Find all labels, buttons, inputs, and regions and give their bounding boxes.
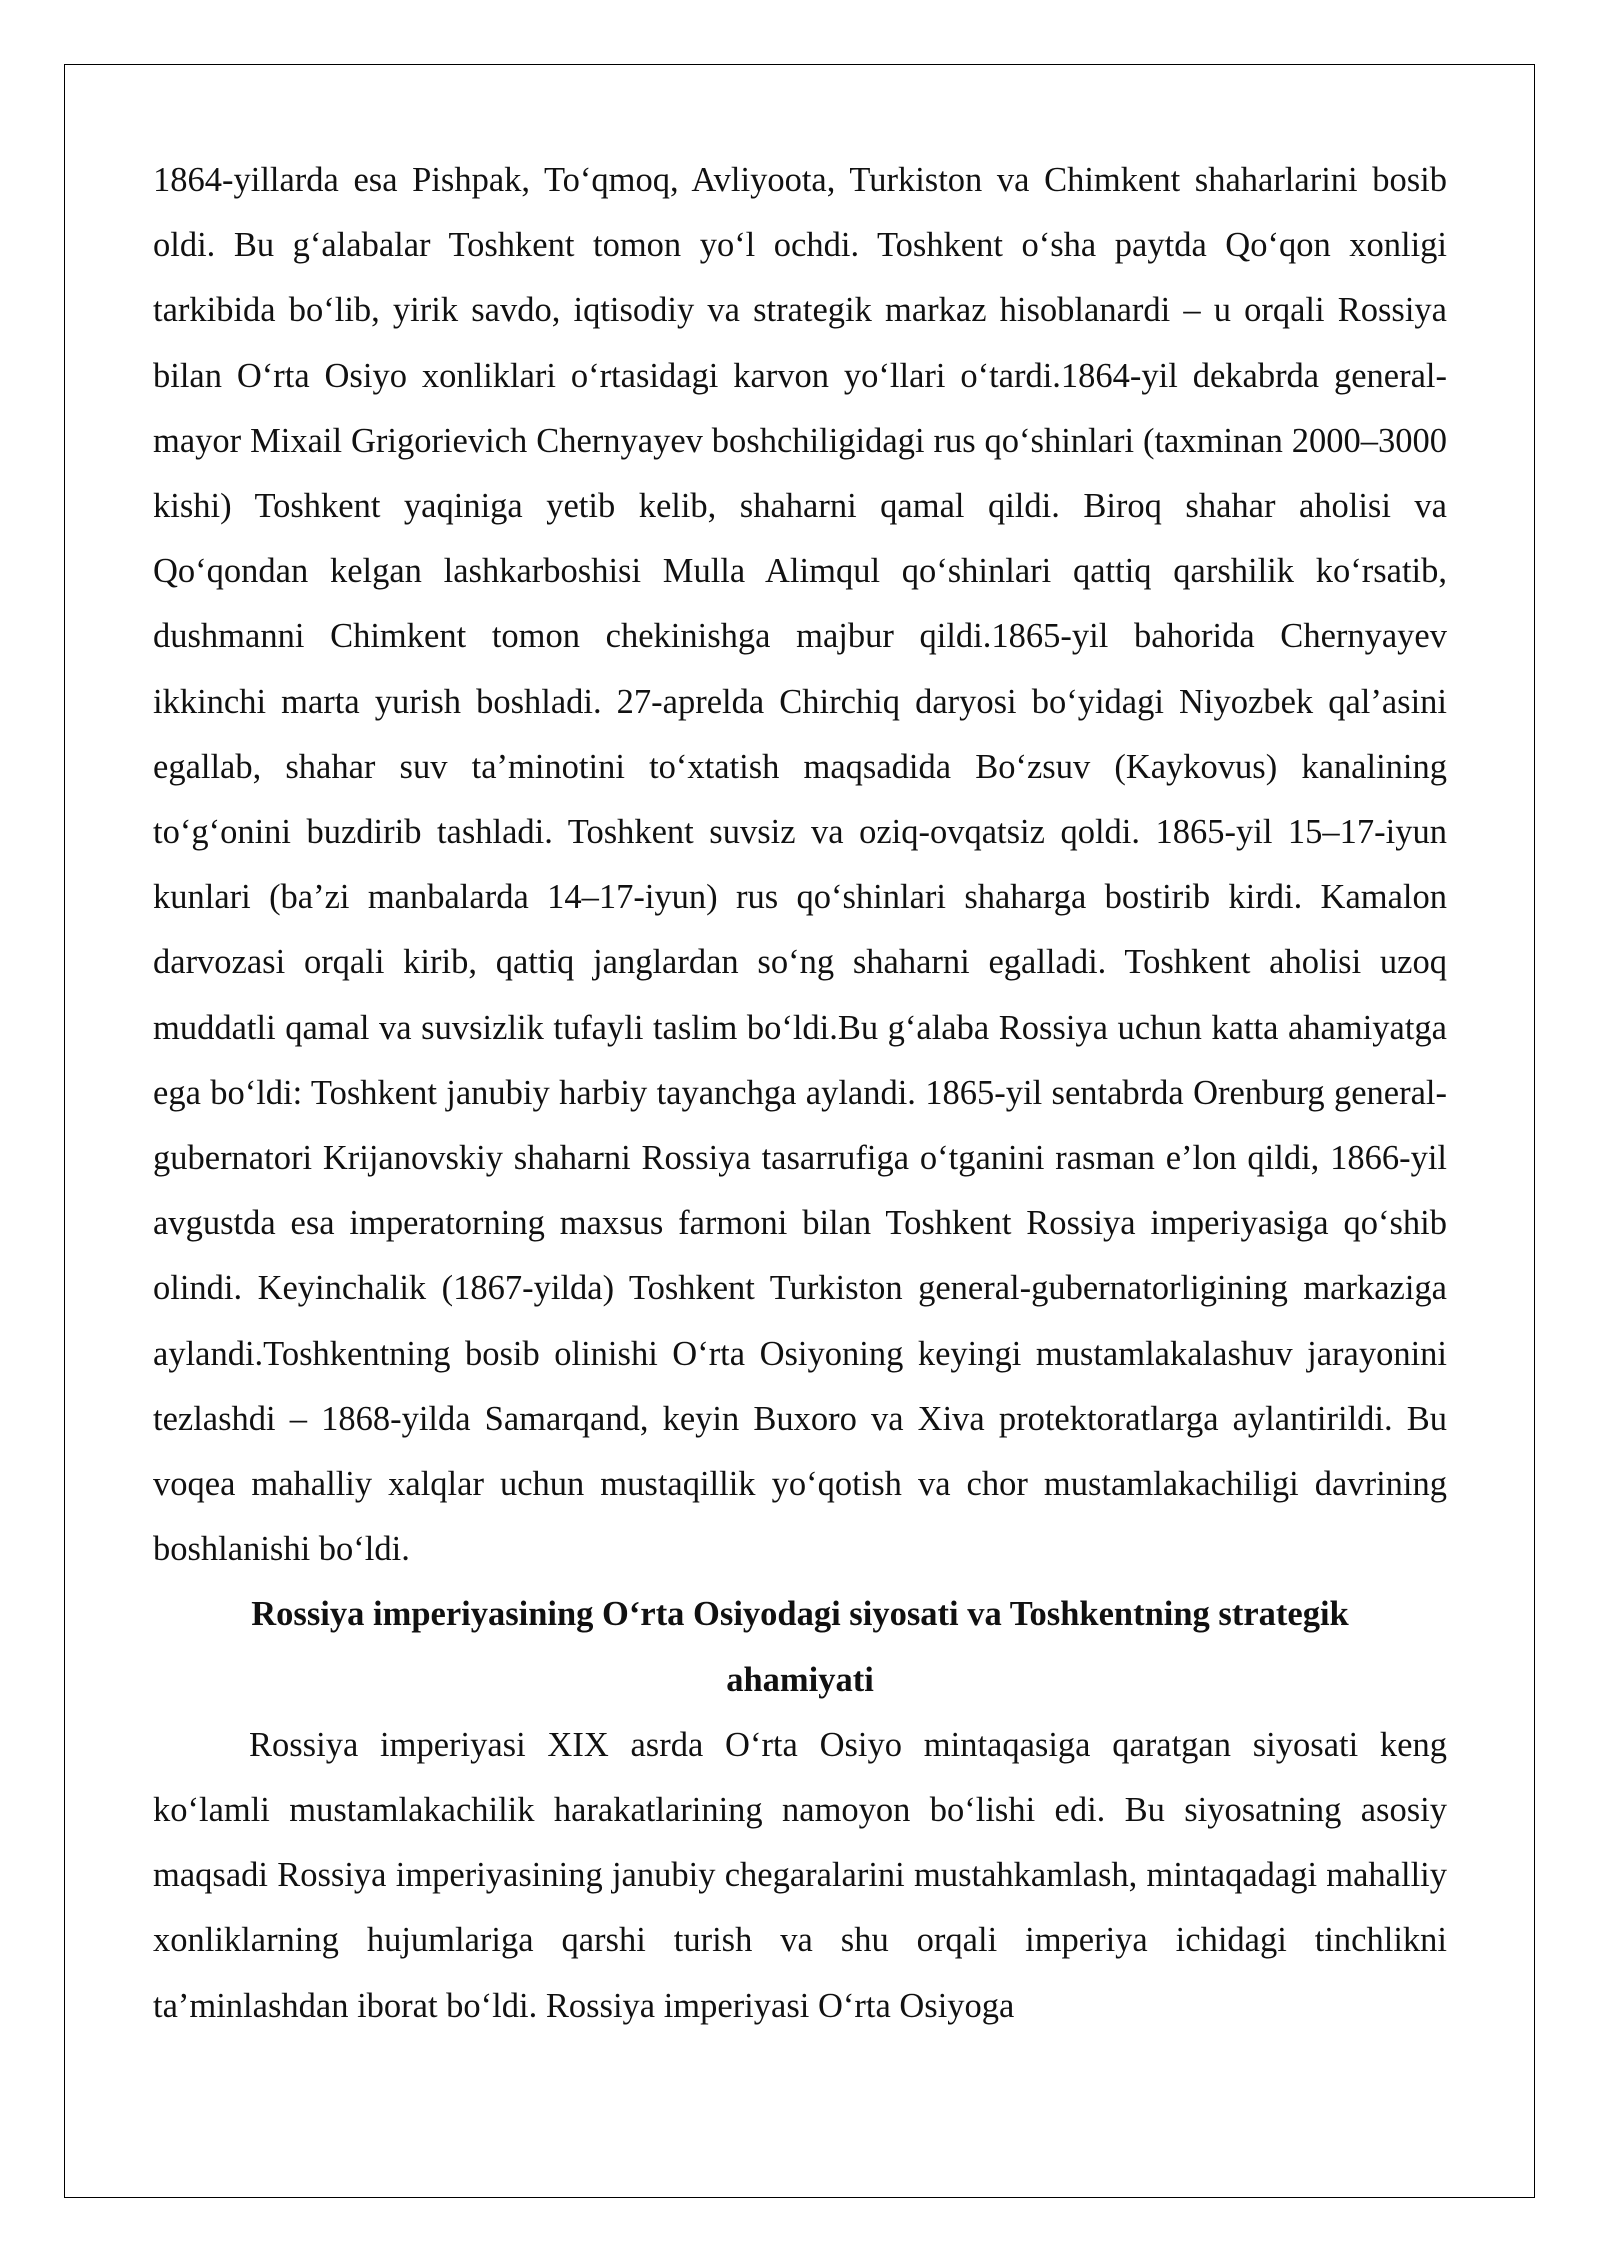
paragraph-2: Rossiya imperiyasi XIX asrda O‘rta Osiyo mintaqasiga qaratgan siyosati keng ko‘lamli mustamlakachilik harakatlarining namoyon bo‘lishi edi. Bu siyosatning asosiy maqsadi Rossiya imperiyasining janubiy chegaralarini mustahkamlash, mintaqadagi mahalliy xonliklarning hujumlariga qarshi turish va shu orqali imperiya ichidagi tinchlikni ta’minlashdan iborat bo‘ldi. Rossiya imperiyasi O‘rta Osiyoga — [153, 1725, 1447, 2025]
document-body — [153, 148, 1447, 2039]
paragraph-1: 1864-yillarda esa Pishpak, To‘qmoq, Avliyoota, Turkiston va Chimkent shaharlarini bosib oldi. Bu g‘alabalar Toshkent tomon yo‘l ochdi. Toshkent o‘sha paytda Qo‘qon xonligi tarkibida bo‘lib, yirik savdo, iqtisodiy va strategik markaz hisoblanardi – u orqali Rossiya bilan O‘rta Osiyo xonliklari o‘rtasidagi karvon yo‘llari o‘tardi.1864-yil dekabrda general-mayor Mixail Grigorievich Chernyayev boshchiligidagi rus qo‘shinlari (taxminan 2000–3000 kishi) Toshkent yaqiniga yetib kelib, shaharni qamal qildi. Biroq shahar aholisi va Qo‘qondan kelgan lashkarboshisi Mulla Alimqul qo‘shinlari qattiq qarshilik ko‘rsatib, dushmanni Chimkent tomon chekinishga majbur qildi.1865-yil bahorida Chernyayev ikkinchi marta yurish boshladi. 27-aprelda Chirchiq daryosi bo‘yidagi Niyozbek qal’asini egallab, shahar suv ta’minotini to‘xtatish maqsadida Bo‘zsuv (Kaykovus) kanalining to‘g‘onini buzdirib tashladi. Toshkent suvsiz va oziq-ovqatsiz qoldi. 1865-yil 15–17-iyun kunlari (ba’zi manbalarda 14–17-iyun) rus qo‘shinlari shaharga bostirib kirdi. Kamalon darvozasi orqali kirib, qattiq janglardan so‘ng shaharni egalladi. Toshkent aholisi uzoq muddatli qamal va suvsizlik tufayli taslim bo‘ldi.Bu g‘alaba Rossiya uchun katta ahamiyatga ega bo‘ldi: Toshkent janubiy harbiy tayanchga aylandi. 1865-yil sentabrda Orenburg general-gubernatori Krijanovskiy shaharni Rossiya tasarrufiga o‘tganini rasman e’lon qildi, 1866-yil avgustda esa imperatorning maxsus farmoni bilan Toshkent Rossiya imperiyasiga qo‘shib olindi. Keyinchalik (1867-yilda) Toshkent Turkiston general-gubernatorligining markaziga aylandi.Toshkentning bosib olinishi O‘rta Osiyoning keyingi mustamlakalashuv jarayonini tezlashdi – 1868-yilda Samarqand, keyin Buxoro va Xiva protektoratlarga aylantirildi. Bu voqea mahalliy xalqlar uchun mustaqillik yo‘qotish va chor mustamlakachiligi davrining boshlanishi bo‘ldi. — [153, 161, 1447, 1569]
section-heading: Rossiya imperiyasining O‘rta Osiyodagi siyosati va Toshkentning strategik ahamiyati — [251, 1595, 1349, 1699]
